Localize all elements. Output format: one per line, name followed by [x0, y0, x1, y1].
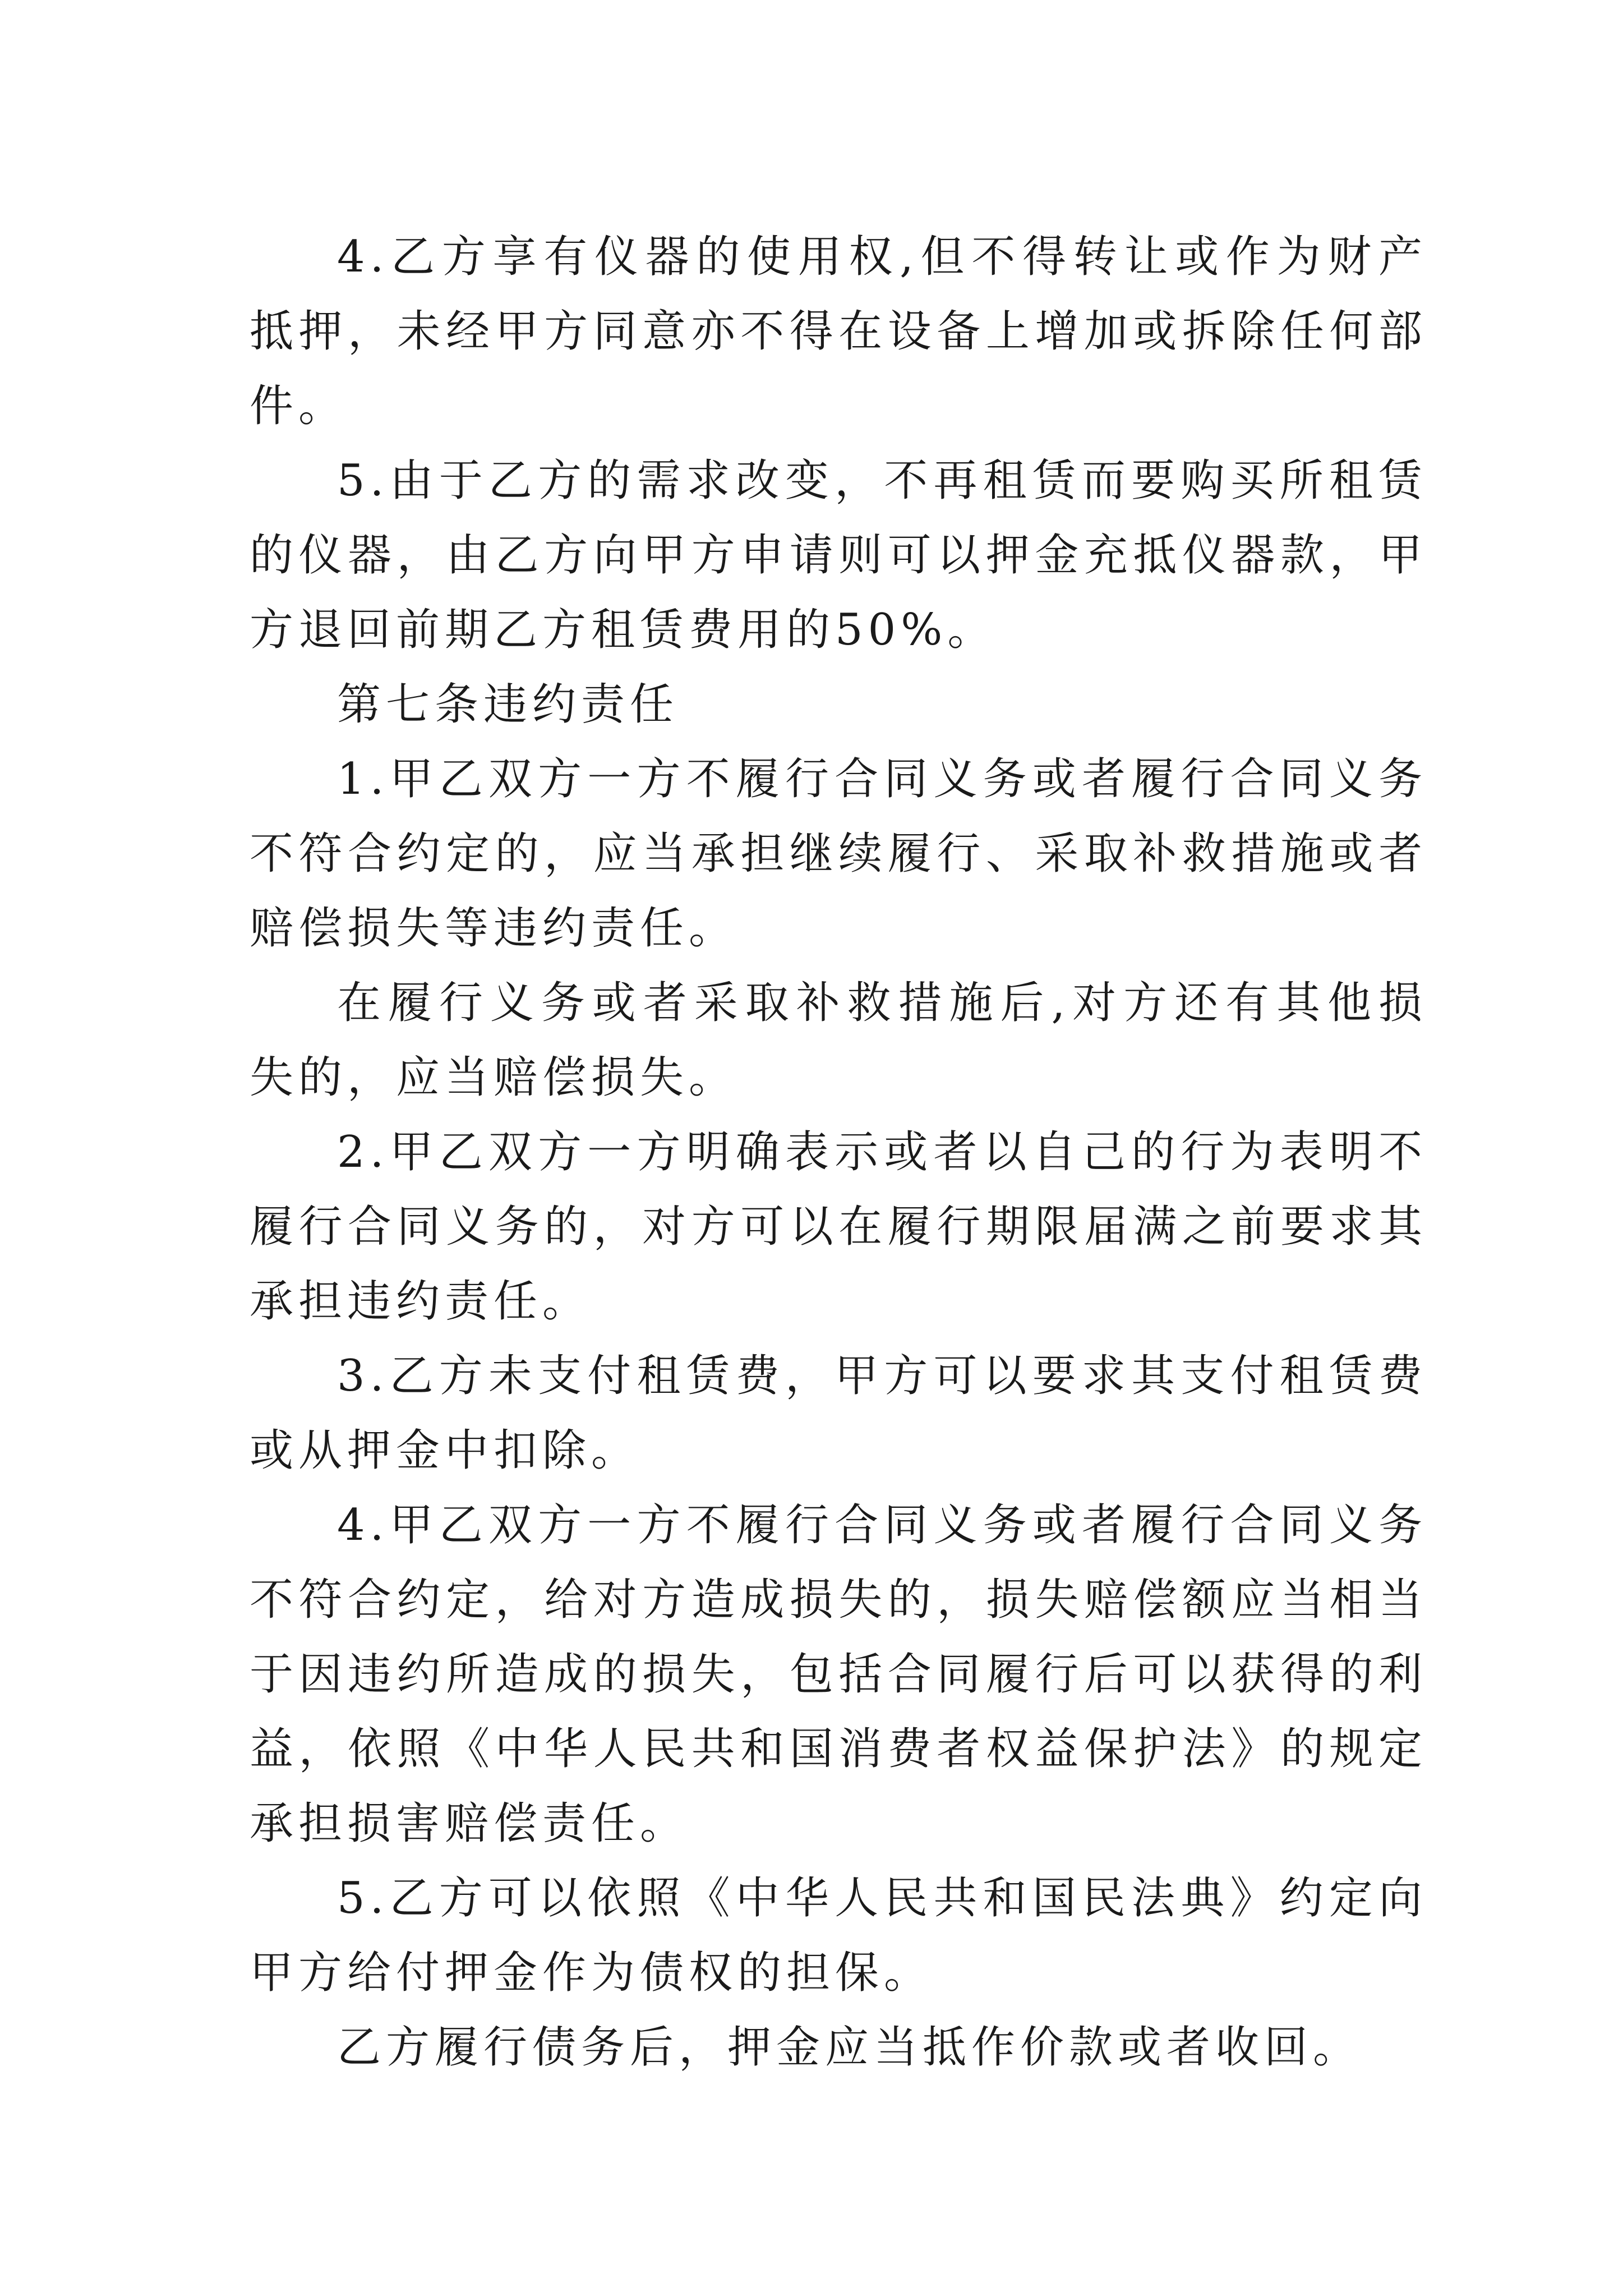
section-heading-article-7: 第七条违约责任	[337, 679, 679, 730]
paragraph-clause-7-5: 5.乙方可以依照《中华人民共和国民法典》约定向甲方给付押金作为债权的担保。	[250, 1873, 1427, 1998]
document-body	[250, 220, 1427, 2085]
paragraph-clause-7-3: 3.乙方未支付租赁费，甲方可以要求其支付租赁费或从押金中扣除。	[250, 1351, 1427, 1476]
paragraph-clause-6-4: 4.乙方享有仪器的使用权,但不得转让或作为财产抵押，未经甲方同意亦不得在设备上增加或拆除任何部件。	[250, 232, 1427, 431]
paragraph-clause-6-5: 5.由于乙方的需求改变，不再租赁而要购买所租赁的仪器，由乙方向甲方申请则可以押金充抵仪器款，甲方退回前期乙方租赁费用的50%。	[250, 455, 1427, 655]
paragraph-clause-7-4: 4.甲乙双方一方不履行合同义务或者履行合同义务不符合约定，给对方造成损失的，损失赔偿额应当相当于因违约所造成的损失，包括合同履行后可以获得的利益，依照《中华人民共和国消费者权益保护法》的规定承担损害赔偿责任。	[250, 1500, 1427, 1849]
paragraph-clause-7-2: 2.甲乙双方一方明确表示或者以自己的行为表明不履行合同义务的，对方可以在履行期限届满之前要求其承担违约责任。	[250, 1127, 1427, 1327]
paragraph-clause-7-1-continued: 在履行义务或者采取补救措施后,对方还有其他损失的，应当赔偿损失。	[250, 978, 1427, 1103]
paragraph-clause-7-5-continued: 乙方履行债务后，押金应当抵作价款或者收回。	[337, 2022, 1362, 2073]
paragraph-clause-7-1: 1.甲乙双方一方不履行合同义务或者履行合同义务不符合约定的，应当承担继续履行、采取补救措施或者赔偿损失等违约责任。	[250, 754, 1427, 954]
